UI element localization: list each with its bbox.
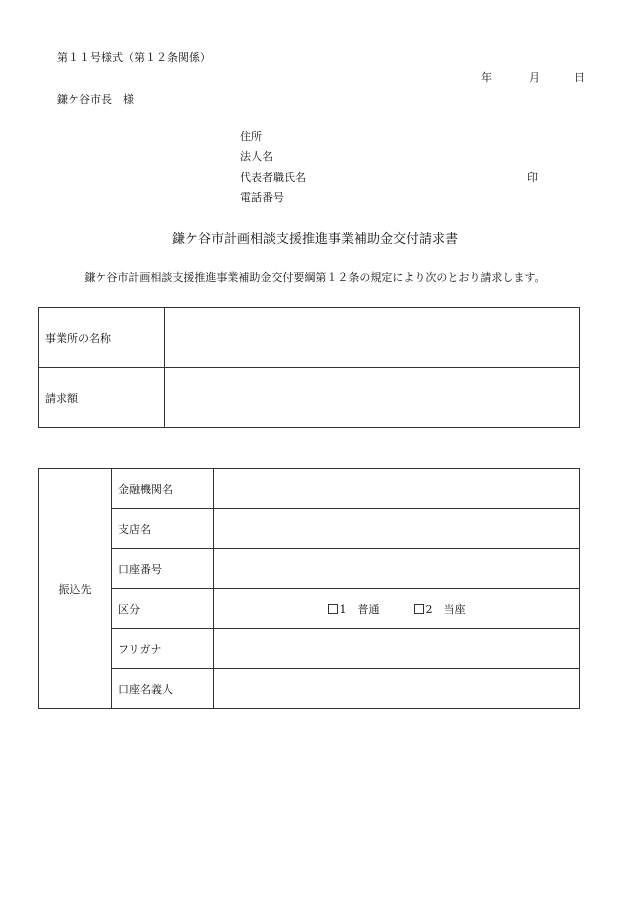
office-name-field[interactable] <box>165 308 580 368</box>
classification-options <box>214 589 580 629</box>
form-number: 第１１号様式（第１２条関係） <box>57 51 211 64</box>
current-account-label: 2 当座 <box>425 602 466 616</box>
table-row <box>39 469 580 509</box>
date-month-label: 月 <box>529 71 540 84</box>
representative-label: 代表者職氏名 <box>240 171 306 184</box>
seal-mark: 印 <box>527 171 538 184</box>
date-day-label: 日 <box>574 71 585 84</box>
branch-field[interactable] <box>214 509 580 549</box>
current-account-option[interactable] <box>414 601 466 617</box>
institution-field[interactable] <box>214 469 580 509</box>
claim-amount-label: 請求額 <box>39 368 165 428</box>
account-number-label: 口座番号 <box>112 549 214 589</box>
table-row <box>39 629 580 669</box>
claim-table <box>38 307 580 428</box>
account-number-field[interactable] <box>214 549 580 589</box>
table-row <box>39 368 580 428</box>
table-row <box>39 308 580 368</box>
table-row <box>39 549 580 589</box>
institution-label: 金融機関名 <box>112 469 214 509</box>
table-row <box>39 589 580 629</box>
furigana-label: フリガナ <box>112 629 214 669</box>
table-row <box>39 669 580 709</box>
furigana-field[interactable] <box>214 629 580 669</box>
claim-amount-field[interactable] <box>165 368 580 428</box>
addressee: 鎌ケ谷市長 様 <box>57 93 134 106</box>
phone-label: 電話番号 <box>240 191 284 204</box>
date-year-label: 年 <box>481 71 492 84</box>
account-holder-field[interactable] <box>214 669 580 709</box>
classification-label: 区分 <box>112 589 214 629</box>
ordinary-account-option[interactable] <box>328 601 380 617</box>
ordinary-account-label: 1 普通 <box>339 602 380 616</box>
account-holder-label: 口座名義人 <box>112 669 214 709</box>
address-label: 住所 <box>240 130 262 143</box>
corporation-name-label: 法人名 <box>240 150 273 163</box>
transfer-destination-label: 振込先 <box>39 469 112 709</box>
checkbox-icon[interactable] <box>414 604 424 614</box>
document-title: 鎌ケ谷市計画相談支援推進事業補助金交付請求書 <box>171 232 458 247</box>
branch-label: 支店名 <box>112 509 214 549</box>
table-row <box>39 509 580 549</box>
office-name-label: 事業所の名称 <box>39 308 165 368</box>
checkbox-icon[interactable] <box>328 604 338 614</box>
bank-transfer-table <box>38 468 580 709</box>
request-statement: 鎌ケ谷市計画相談支援推進事業補助金交付要綱第１２条の規定により次のとおり請求します。 <box>84 271 546 284</box>
